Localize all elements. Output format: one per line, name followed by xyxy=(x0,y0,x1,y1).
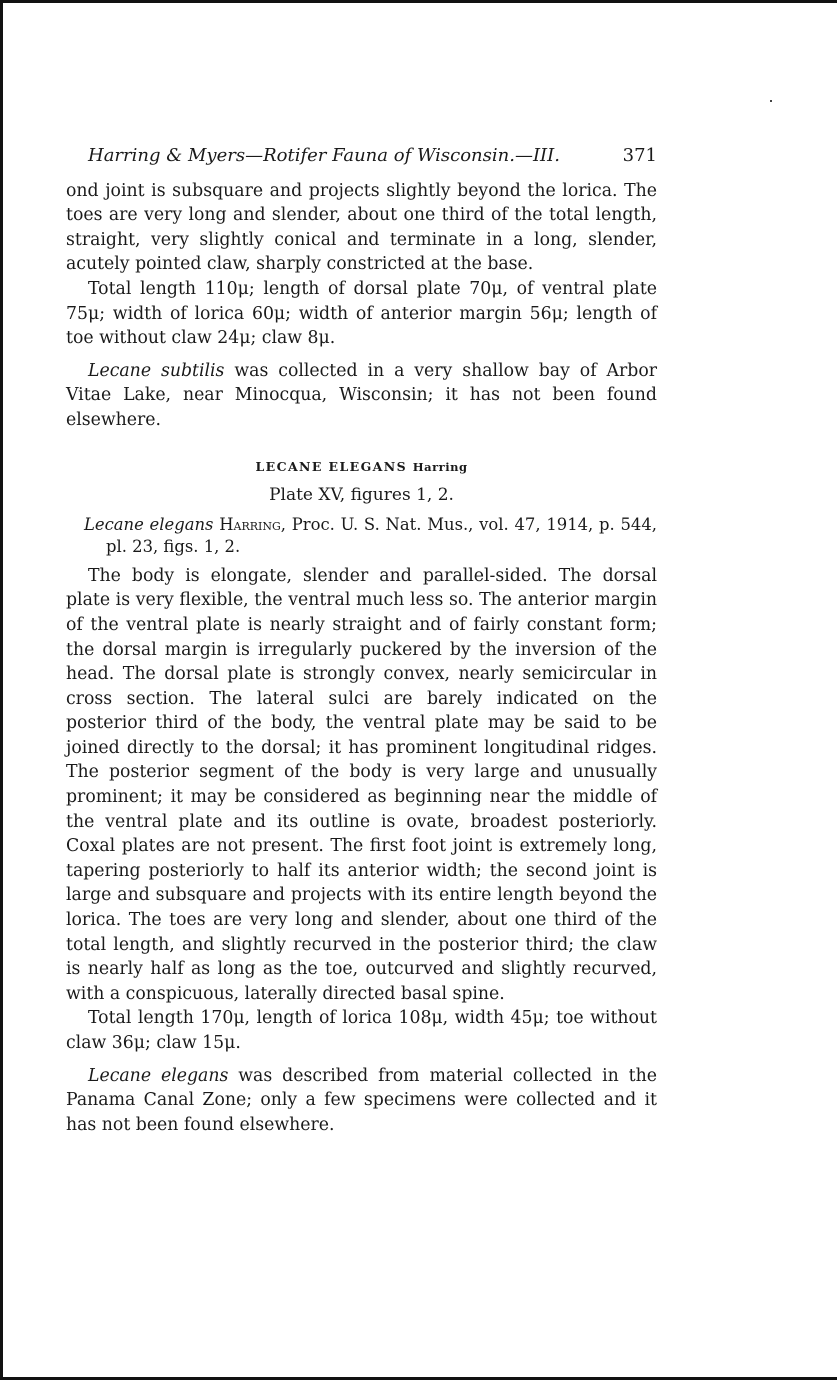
paragraph-description: The body is elongate, slender and parallel-sided. The dorsal plate is very flexible, the ventral much less so. The anterior margin of the ventral plate is nearly straight and of fairly constant form; the dorsal margin is irregularly puckered by the inversion of the head. The dorsal plate is strongly convex, nearly semicircular in cross section. The lateral sulci are barely indicated on the posterior third of the body, the ventral plate may be said to be joined directly to the dorsal; it has prominent longitudinal ridges. The posterior segment of the body is very large and unusually prominent; it may be considered as beginning near the middle of the ventral plate and its outline is ovate, broadest posteriorly. Coxal plates are not present. The first foot joint is extremely long, tapering posteriorly to half its anterior width; the second joint is large and subsquare and projects with its entire length beyond the lorica. The toes are very long and slender, about one third of the total length, and slightly recurved in the posterior third; the claw is nearly half as long as the toe, outcurved and slightly recurved, with a conspicuous, laterally directed basal spine. xyxy=(66,565,657,1004)
citation xyxy=(66,514,657,558)
running-title: Harring & Myers—Rotifer Fauna of Wisconsin.—III. xyxy=(88,145,560,166)
plate-reference: Plate XV, figures 1, 2. xyxy=(269,485,454,506)
paragraph-measurements-subtilis: Total length 110μ; length of dorsal plate 70μ, of ventral plate 75μ; width of lorica 60μ; width of anterior margin 56μ; length of toe without claw 24μ; claw 8μ. xyxy=(66,278,657,349)
locality-text: was collected in a very shallow bay of Arbor Vitae Lake, near Minocqua, Wisconsin; it has not been found elsewhere. xyxy=(66,360,657,430)
species-name-elegans: Lecane elegans xyxy=(88,1065,229,1086)
scan-border-top xyxy=(0,0,837,3)
paragraph-continuation: ond joint is subsquare and projects slightly beyond the lorica. The toes are very long and slender, about one third of the total length, straight, very slightly conical and terminate in a long, slender, acutely pointed claw, sharply constricted at the base. xyxy=(66,180,657,275)
citation-author: Harring xyxy=(219,514,281,534)
species-heading xyxy=(66,455,657,480)
paragraph-measurements-elegans: Total length 170μ, length of lorica 108μ, width 45μ; toe without claw 36μ; claw 15μ. xyxy=(66,1008,657,1053)
document-page xyxy=(66,144,657,1137)
paragraph-locality-elegans xyxy=(66,1064,657,1138)
scan-border-left xyxy=(0,0,3,1380)
species-heading-author: Harring xyxy=(412,459,468,474)
citation-details: , Proc. U. S. Nat. Mus., vol. 47, 1914, p. 544, pl. 23, figs. 1, 2. xyxy=(106,514,657,556)
closing-text: was described from material collected in the Panama Canal Zone; only a few specimens were collected and it has not been found elsewhere. xyxy=(66,1065,657,1135)
scan-speck xyxy=(770,100,772,102)
page-number: 371 xyxy=(622,145,657,166)
paragraph-locality-subtilis xyxy=(66,359,657,433)
species-name-subtilis: Lecane subtilis xyxy=(88,360,225,381)
running-header xyxy=(88,144,657,169)
citation-species: Lecane elegans xyxy=(84,514,214,534)
species-heading-name: LECANE ELEGANS xyxy=(255,458,408,474)
